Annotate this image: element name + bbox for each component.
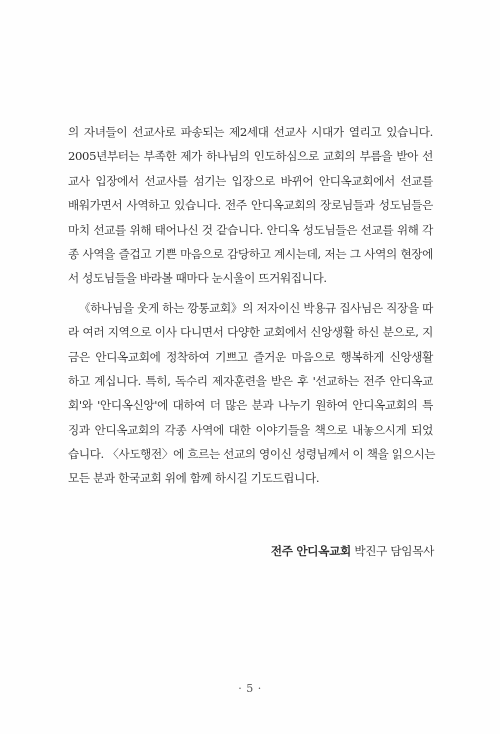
text-line: 서 성도님들을 바라볼 때마다 눈시울이 뜨거워집니다. [68, 271, 327, 286]
foreword-body [68, 120, 436, 491]
text-line: 금은 안디옥교회에 정착하여 기쁘고 즐거운 마음으로 행복하게 신앙생활 [68, 349, 433, 364]
signature-name: 박진구 담임목사 [354, 544, 434, 558]
text-line: 배워가면서 사역하고 있습니다. 전주 안디옥교회의 장로님들과 성도님들은 [68, 198, 433, 213]
text-line: 마치 선교를 위해 태어나신 것 같습니다. 안디옥 성도님들은 선교를 위해 각 [68, 222, 433, 237]
signature [271, 543, 434, 559]
text-line: 습니다. 〈사도행전〉에 흐르는 선교의 영이신 성령님께서 이 책을 읽으시는 [68, 447, 436, 462]
text-line: 종 사역을 즐겁고 기쁜 마음으로 감당하고 계시는데, 저는 그 사역의 현장에 [68, 246, 433, 261]
text-line: 회'와 '안디옥신앙'에 대하여 더 많은 분과 나누기 원하여 안디옥교회의 특 [68, 398, 433, 413]
text-line: 징과 안디옥교회의 각종 사역에 대한 이야기들을 책으로 내놓으시게 되었 [68, 422, 433, 437]
text-line: 교사 입장에서 선교사를 섬기는 입장으로 바뀌어 안디옥교회에서 선교를 [68, 173, 433, 188]
page-number: · 5 · [238, 682, 262, 695]
signature-church: 전주 안디옥교회 [270, 544, 351, 558]
text-line: 의 자녀들이 선교사로 파송되는 제2세대 선교사 시대가 열리고 있습니다. [68, 125, 433, 139]
text-line: 모든 분과 한국교회 위에 함께 하시길 기도드립니다. [68, 471, 320, 486]
text-line: 《하나님을 웃게 하는 깡통교회》의 저자이신 박용규 집사님은 직장을 따 [79, 300, 433, 315]
text-line: 하고 계십니다. 특히, 독수리 제자훈련을 받은 후 '선교하는 전주 안디옥교 [68, 373, 433, 388]
text-line: 2005년부터는 부족한 제가 하나님의 인도하심으로 교회의 부름을 받아 선 [68, 149, 433, 164]
text-line: 라 여러 지역으로 이사 다니면서 다양한 교회에서 신앙생활 하신 분으로, 지 [68, 325, 433, 340]
paragraph-1 [68, 120, 433, 291]
paragraph-2 [68, 296, 436, 491]
